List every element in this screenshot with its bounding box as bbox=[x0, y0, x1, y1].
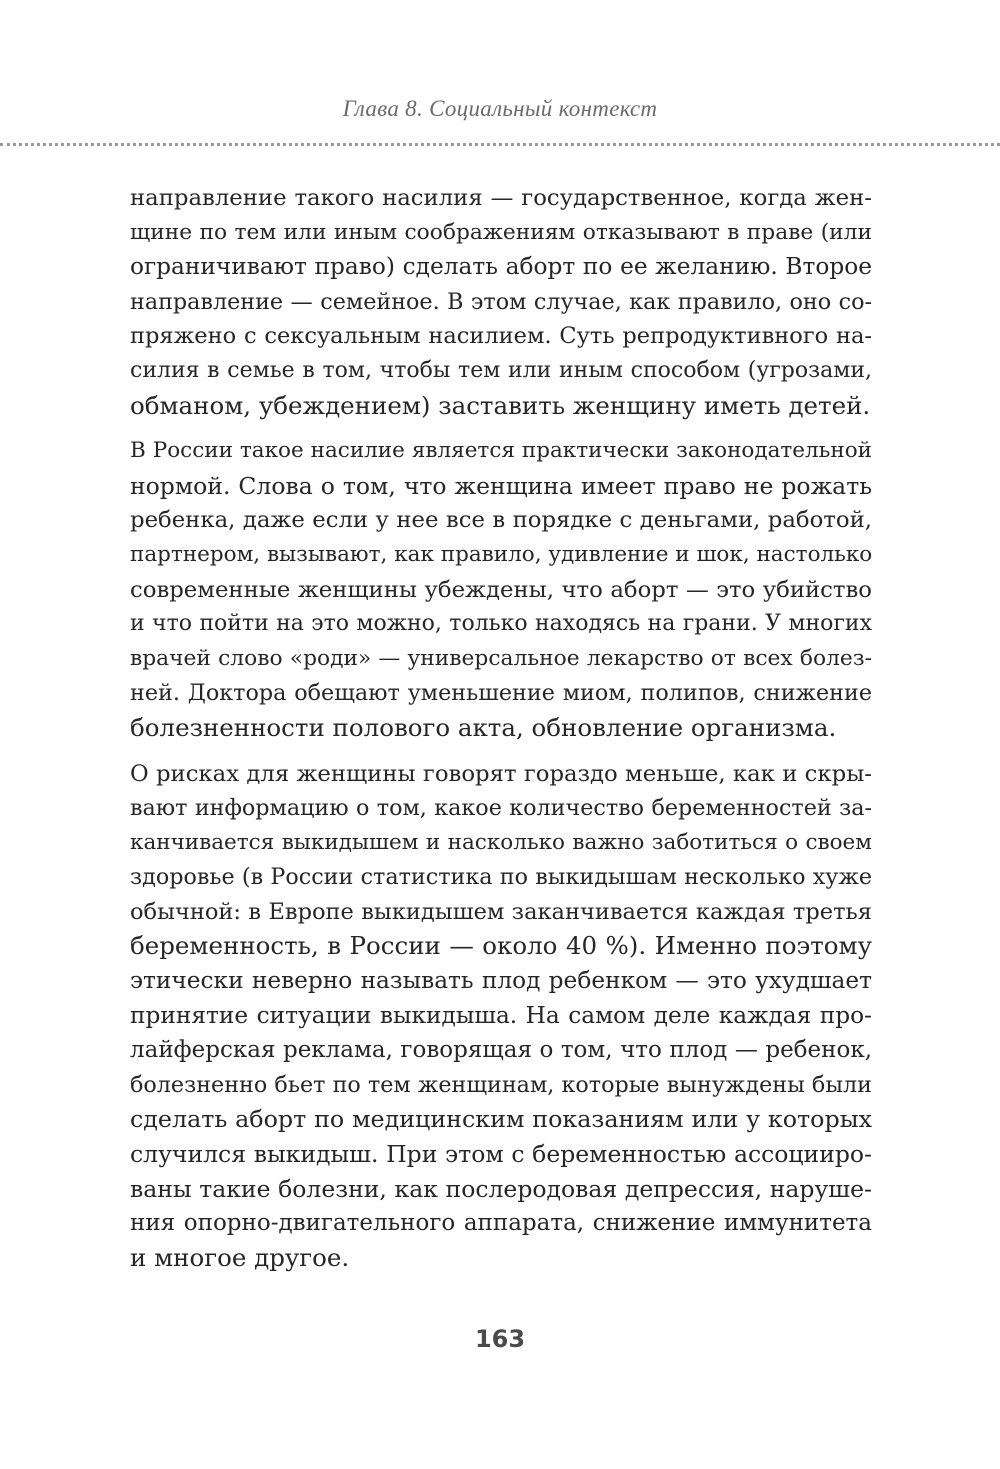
header-dotted-rule bbox=[0, 143, 1000, 146]
text-line: вают информацию о том, какое количество беременностей за- bbox=[130, 795, 872, 822]
text-line: и многое другое. bbox=[130, 1242, 350, 1272]
text-line: ваны такие болезни, как послеродовая депрессия, наруше- bbox=[130, 1174, 872, 1203]
text-line: О рисках для женщины говорят гораздо меньше, как и скры- bbox=[130, 760, 872, 787]
text-line: направление — семейное. В этом случае, как правило, оно со- bbox=[130, 288, 872, 315]
text-line: направление такого насилия — государственное, когда жен- bbox=[130, 185, 872, 211]
text-line: принятие ситуации выкидыша. На самом деле каждая про- bbox=[130, 1001, 872, 1029]
text-line: ограничивают право) сделать аборт по ее желанию. Второе bbox=[130, 253, 872, 281]
text-line: обманом, убеждением) заставить женщину иметь детей. bbox=[130, 390, 871, 420]
paragraph-3 bbox=[130, 757, 872, 1276]
text-line: сделать аборт по медицинским показаниям или у которых bbox=[130, 1105, 872, 1134]
text-line: врачей слово «роди» — универсальное лекарство от всех болез- bbox=[130, 645, 872, 671]
text-line: современные женщины убеждены, что аборт — это убийство bbox=[130, 576, 872, 603]
text-line: случился выкидыш. При этом с беременностью ассоцииро- bbox=[130, 1140, 872, 1169]
text-line: ней. Доктора обещают уменьшение миом, полипов, снижение bbox=[130, 680, 872, 707]
text-line: щине по тем или иным соображениям отказывают в праве (или bbox=[130, 219, 872, 245]
text-line: болезненно бьет по тем женщинам, которые вынуждены были bbox=[130, 1071, 872, 1098]
text-line: этически неверно называть плод ребенком — это ухудшает bbox=[130, 967, 872, 995]
text-line: лайферская реклама, говорящая о том, что плод — ребенок, bbox=[130, 1037, 872, 1064]
text-line: В России такое насилие является практически законодательной bbox=[130, 438, 872, 464]
paragraph-2 bbox=[130, 434, 872, 745]
text-line: пряжено с сексуальным насилием. Суть репродуктивного на- bbox=[130, 323, 872, 350]
text-line: беременность, в России — около 40 %). Именно поэтому bbox=[130, 931, 872, 961]
body-text bbox=[130, 181, 872, 1286]
text-line: обычной: в Европе выкидышем заканчивается каждая третья bbox=[130, 898, 872, 925]
text-line: канчивается выкидышем и насколько важно заботиться о своем bbox=[130, 829, 872, 855]
page-number: 163 bbox=[474, 1325, 526, 1353]
text-line: силия в семье в том, чтобы тем или иным способом (угрозами, bbox=[130, 357, 872, 383]
text-line: партнером, вызывают, как правило, удивление и шок, настолько bbox=[130, 541, 872, 567]
text-line: ребенка, даже если у нее все в порядке с деньгами, работой, bbox=[130, 507, 872, 534]
text-line: ния опорно-двигательного аппарата, снижение иммунитета bbox=[130, 1210, 872, 1237]
text-line: и что пойти на это можно, только находясь на грани. У многих bbox=[130, 611, 872, 637]
text-line: здоровье (в России статистика по выкидышам несколько хуже bbox=[130, 864, 872, 891]
text-line: болезненности полового акта, обновление организма. bbox=[130, 712, 837, 742]
text-line: нормой. Слова о том, что женщина имеет право не рожать bbox=[130, 471, 872, 500]
running-header-title: Глава 8. Социальный контекст bbox=[342, 96, 658, 121]
paragraph-1 bbox=[130, 181, 872, 423]
